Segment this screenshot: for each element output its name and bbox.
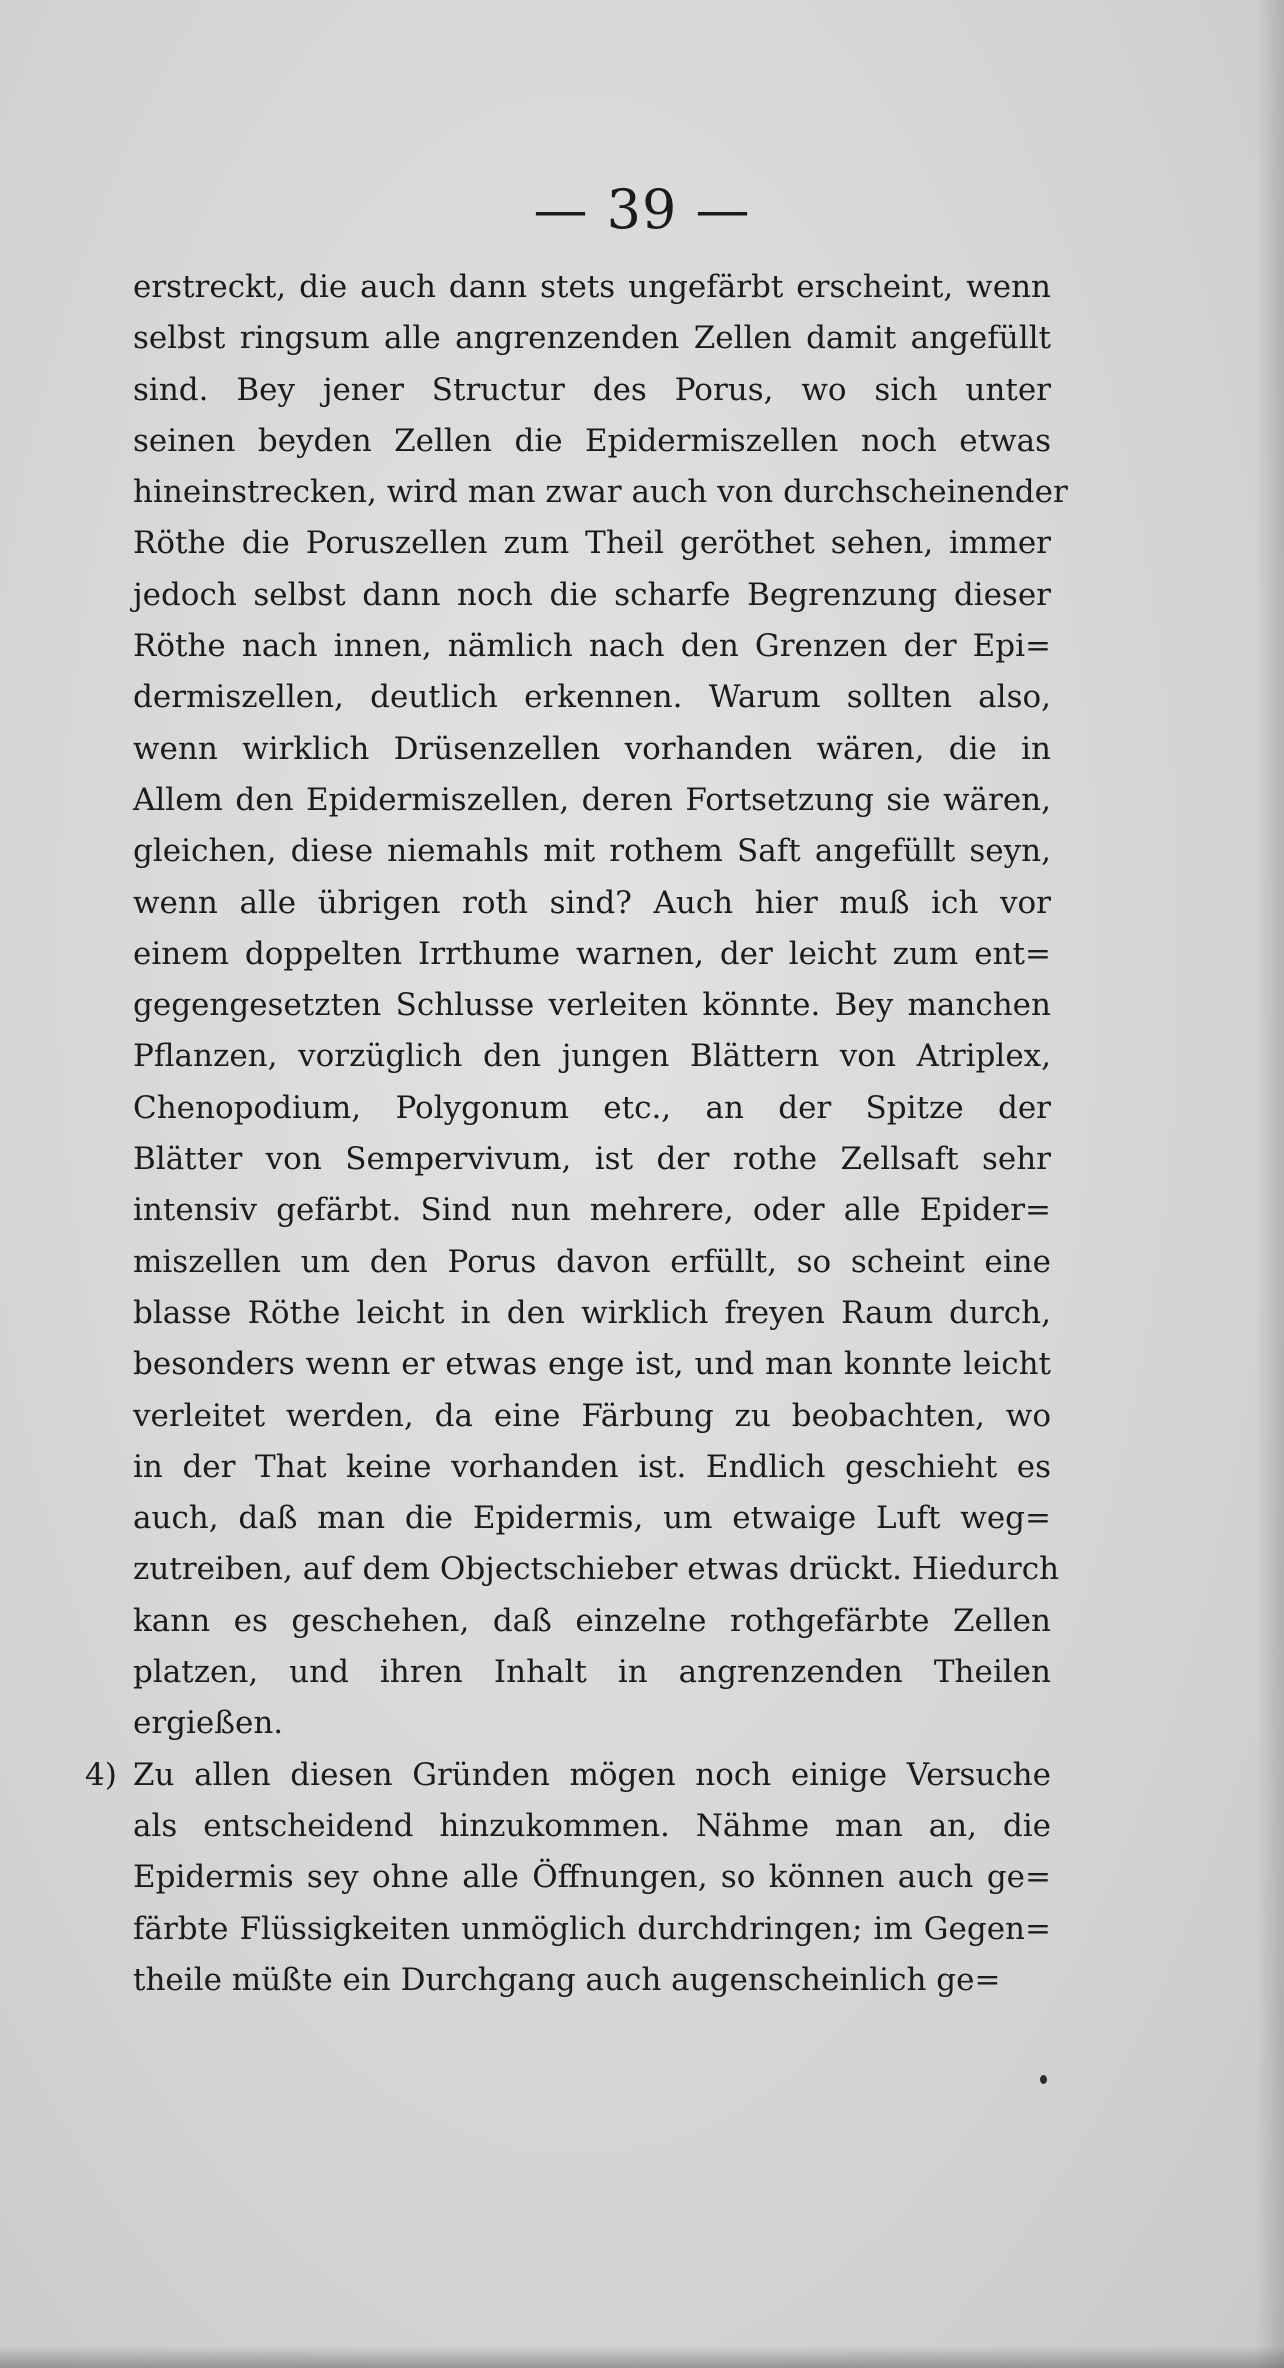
text-line: einem doppelten Irrthume warnen, der leicht zum ent= (133, 935, 1051, 972)
item-number: 4) (85, 1756, 117, 1793)
page-bottom-edge-shadow (0, 2346, 1284, 2368)
text-line: Blätter von Sempervivum, ist der rothe Zellsaft sehr (133, 1141, 1051, 1178)
ink-speck (1040, 2075, 1047, 2084)
text-line: erstreckt, die auch dann stets ungefärbt erscheint, wenn (133, 269, 1051, 305)
text-line: miszellen um den Porus davon erfüllt, so scheint eine (133, 1243, 1051, 1280)
text-line: wenn alle übrigen roth sind? Auch hier muß ich vor (133, 884, 1051, 921)
text-line: hineinstrecken, wird man zwar auch von durchscheinender (133, 474, 1068, 511)
text-line: sind. Bey jener Structur des Porus, wo sich unter (133, 371, 1051, 408)
numbered-item (85, 1750, 1051, 2006)
text-line: kann es geschehen, daß einzelne rothgefärbte Zellen (133, 1602, 1051, 1639)
text-line: Röthe nach innen, nämlich nach den Grenzen der Epi= (133, 628, 1051, 665)
text-line: Allem den Epidermiszellen, deren Fortsetzung sie wären, (133, 781, 1051, 818)
text-line: besonders wenn er etwas enge ist, und man konnte leicht (133, 1346, 1051, 1383)
text-line: selbst ringsum alle angrenzenden Zellen damit angefüllt (133, 320, 1051, 357)
paragraph (133, 262, 1068, 1750)
text-line: zutreiben, auf dem Objectschieber etwas drückt. Hiedurch (133, 1551, 1060, 1588)
text-line: Epidermis sey ohne alle Öffnungen, so können auch ge= (133, 1859, 1051, 1896)
text-line: platzen, und ihren Inhalt in angrenzenden Theilen (133, 1654, 1051, 1691)
text-line: dermiszellen, deutlich erkennen. Warum sollten also, (133, 679, 1051, 716)
page-number: — 39 — (533, 178, 751, 241)
text-line: Röthe die Poruszellen zum Theil geröthet sehen, immer (133, 525, 1051, 562)
page-body (85, 262, 1068, 2006)
text-line: wenn wirklich Drüsenzellen vorhanden wären, die in (133, 730, 1051, 767)
text-line: Chenopodium, Polygonum etc., an der Spitze der (133, 1089, 1051, 1126)
text-line: theile müßte ein Durchgang auch augenscheinlich ge= (133, 1961, 1001, 1998)
text-line: gegengesetzten Schlusse verleiten könnte. Bey manchen (133, 987, 1051, 1024)
text-line: in der That keine vorhanden ist. Endlich geschieht es (133, 1448, 1051, 1485)
text-line: auch, daß man die Epidermis, um etwaige Luft weg= (133, 1500, 1051, 1537)
text-line: verleitet werden, da eine Färbung zu beobachten, wo (133, 1397, 1051, 1434)
text-line: jedoch selbst dann noch die scharfe Begrenzung dieser (133, 576, 1051, 613)
text-line: färbte Flüssigkeiten unmöglich durchdringen; im Gegen= (133, 1910, 1051, 1947)
text-line: intensiv gefärbt. Sind nun mehrere, oder alle Epider= (133, 1192, 1051, 1229)
text-line: als entscheidend hinzukommen. Nähme man an, die (133, 1807, 1051, 1844)
text-line: gleichen, diese niemahls mit rothem Saft angefüllt seyn, (133, 833, 1051, 870)
text-line: blasse Röthe leicht in den wirklich freyen Raum durch, (133, 1294, 1051, 1331)
text-line: Zu allen diesen Gründen mögen noch einige Versuche (133, 1756, 1051, 1793)
item-text (133, 1750, 1051, 2006)
text-line: Pflanzen, vorzüglich den jungen Blättern von Atriplex, (133, 1038, 1051, 1075)
text-line: seinen beyden Zellen die Epidermiszellen noch etwas (133, 422, 1051, 459)
page-right-edge-shadow (1256, 0, 1284, 2368)
text-line: ergießen. (133, 1705, 284, 1742)
